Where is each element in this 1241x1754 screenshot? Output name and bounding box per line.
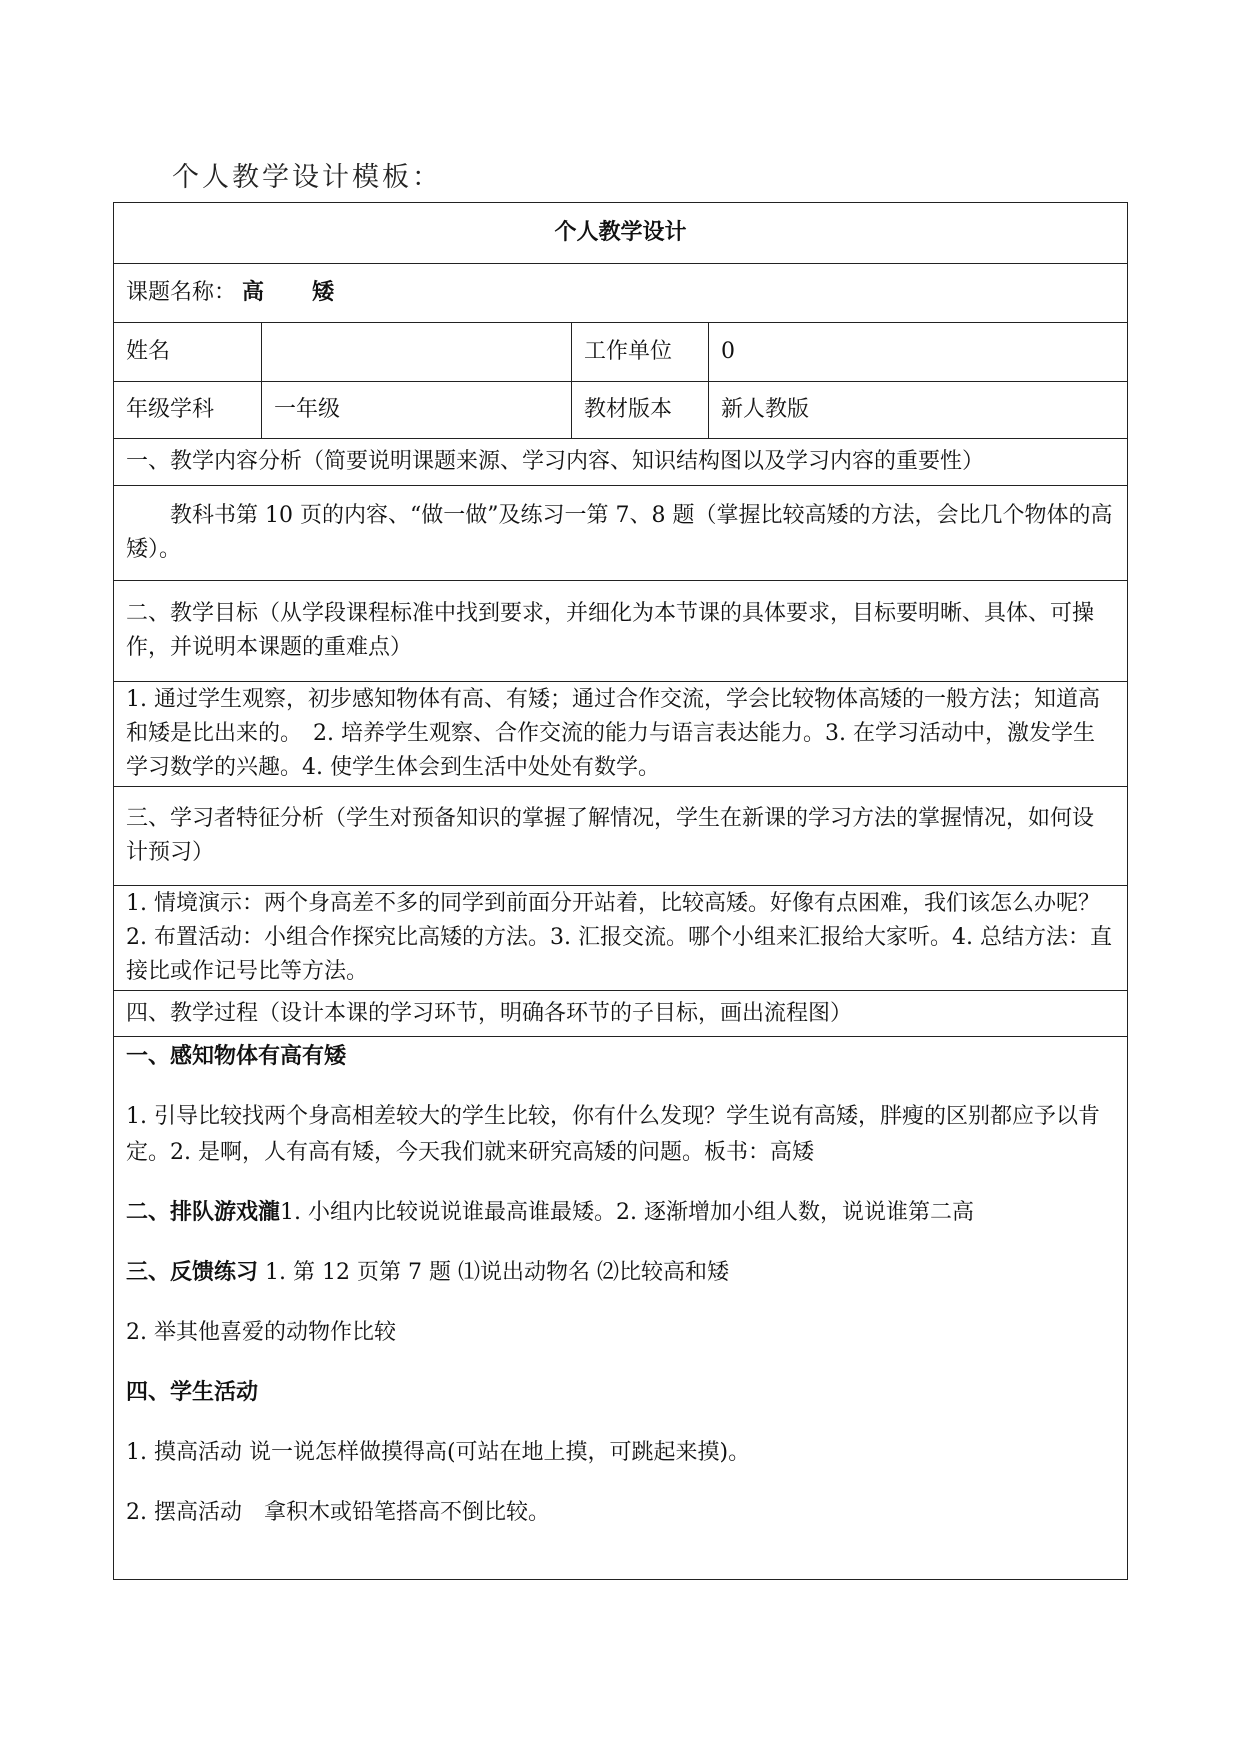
section2-heading: 二、教学目标（从学段课程标准中找到要求，并细化为本节课的具体要求，目标要明晰、具体、可操作，并说明本课题的重难点） <box>114 581 1128 682</box>
name-row <box>114 323 1128 382</box>
section3-content-row <box>114 886 1128 991</box>
section4-content <box>114 1037 1128 1580</box>
section4-heading: 四、教学过程（设计本课的学习环节，明确各环节的子目标，画出流程图） <box>114 991 1128 1037</box>
process-part3-text: 1. 第 12 页第 7 题 ⑴说出动物名 ⑵比较高和矮 <box>258 1260 729 1285</box>
section1-heading: 一、教学内容分析（简要说明课题来源、学习内容、知识结构图以及学习内容的重要性） <box>114 439 1128 486</box>
section2-content: 1. 通过学生观察，初步感知物体有高、有矮；通过合作交流，学会比较物体高矮的一般方法；知道高和矮是比出来的。 2. 培养学生观察、合作交流的能力与语言表达能力。3. 在学习活动中，激发学生学习数学的兴趣。4. 使学生体会到生活中处处有数学。 <box>114 682 1128 787</box>
unit-value: 0 <box>709 323 1128 382</box>
section3-heading-row <box>114 787 1128 886</box>
topic-value-2: 矮 <box>312 280 337 305</box>
section1-content: 教科书第 10 页的内容、“做一做”及练习一第 7、8 题（掌握比较高矮的方法，会比几个物体的高矮）。 <box>114 486 1128 581</box>
process-part4-title: 四、学生活动 <box>126 1380 259 1405</box>
topic-cell <box>114 264 1128 323</box>
grade-row <box>114 382 1128 439</box>
edition-label: 教材版本 <box>572 382 709 439</box>
process-part2 <box>126 1195 1115 1231</box>
process-part3 <box>126 1255 1115 1291</box>
name-value <box>262 323 572 382</box>
grade-value: 一年级 <box>262 382 572 439</box>
edition-value: 新人教版 <box>709 382 1128 439</box>
title-row <box>114 203 1128 264</box>
section3-content: 1. 情境演示：两个身高差不多的同学到前面分开站着，比较高矮。好像有点困难，我们该怎么办呢？2. 布置活动：小组合作探究比高矮的方法。3. 汇报交流。哪个小组来汇报给大家听。4. 总结方法：直接比或作记号比等方法。 <box>114 886 1128 991</box>
process-part1-text: 1. 引导比较找两个身高相差较大的学生比较，你有什么发现？学生说有高矮，胖瘦的区别都应予以肯定。2. 是啊，人有高有矮，今天我们就来研究高矮的问题。板书：高矮 <box>126 1104 1100 1165</box>
section1-content-row <box>114 486 1128 581</box>
process-part3-title: 三、反馈练习 <box>126 1260 259 1285</box>
unit-label: 工作单位 <box>572 323 709 382</box>
section2-heading-row <box>114 581 1128 682</box>
topic-row <box>114 264 1128 323</box>
process-part4-item2: 2. 摆高活动 拿积木或铅笔搭高不倒比较。 <box>126 1500 550 1525</box>
process-part2-text: 1. 小组内比较说说谁最高谁最矮。2. 逐渐增加小组人数，说说谁第二高 <box>280 1200 974 1225</box>
topic-value-1: 高 <box>242 280 267 305</box>
process-part1-title: 一、感知物体有高有矮 <box>126 1044 347 1069</box>
section2-content-row <box>114 682 1128 787</box>
table-title: 个人教学设计 <box>114 203 1128 264</box>
lesson-plan-table <box>113 202 1128 1580</box>
name-label: 姓名 <box>114 323 262 382</box>
process-part4-item1: 1. 摸高活动 说一说怎样做摸得高(可站在地上摸，可跳起来摸)。 <box>126 1440 751 1465</box>
grade-label: 年级学科 <box>114 382 262 439</box>
section4-content-row <box>114 1037 1128 1580</box>
page-heading: 个人教学设计模板： <box>172 162 442 193</box>
process-part2-title: 二、排队游戏瀧 <box>126 1200 281 1225</box>
process-part3-text2: 2. 举其他喜爱的动物作比较 <box>126 1320 396 1345</box>
section1-heading-row <box>114 439 1128 486</box>
section4-heading-row <box>114 991 1128 1037</box>
section3-heading: 三、学习者特征分析（学生对预备知识的掌握了解情况，学生在新课的学习方法的掌握情况，如何设计预习） <box>114 787 1128 886</box>
topic-label: 课题名称： <box>126 280 237 305</box>
